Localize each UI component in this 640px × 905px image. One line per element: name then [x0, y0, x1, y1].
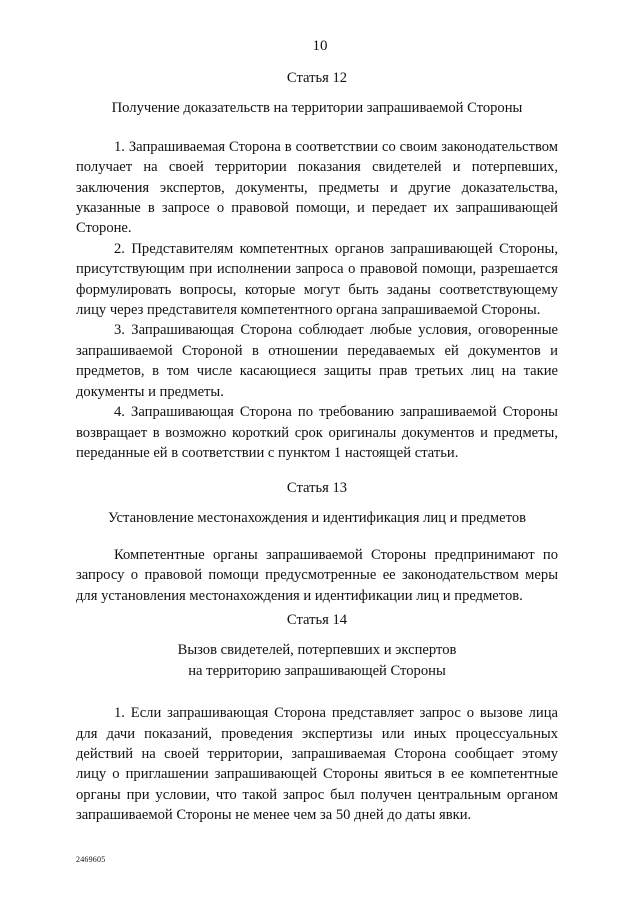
paragraph: 1. Если запрашивающая Сторона представляет запрос о вызове лица для дачи показаний, проведения экспертизы или иных процессуальных действий на своей территории, запрашиваемая Сторона сообщает этому лицу о приглашении запрашивающей Стороны явиться в ее компетентные органы при условии, что такой запрос был получен центральным органом запрашиваемой Стороны не менее чем за 50 дней до даты явки.	[76, 705, 558, 824]
article-heading: Вызов свидетелей, потерпевших и экспертов	[177, 642, 457, 659]
article-13	[76, 478, 558, 606]
article-14	[76, 610, 558, 826]
paragraph: Компетентные органы запрашиваемой Стороны предпринимают по запросу о правовой помощи предусмотренные ее законодательством меры для установления местонахождения и идентификации лиц и предметов.	[76, 546, 558, 604]
article-12	[76, 68, 558, 463]
article-body	[76, 137, 558, 464]
paragraph: 2. Представителям компетентных органов запрашивающей Стороны, присутствующим при исполнении запроса о правовой помощи, разрешается формулировать вопросы, которые могут быть заданы соответствующему лицу через представителя компетентного органа запрашиваемой Стороны.	[76, 240, 558, 319]
page-number: 10	[312, 38, 328, 54]
article-body	[76, 703, 558, 825]
paragraph: 3. Запрашивающая Сторона соблюдает любые условия, оговоренные запрашиваемой Стороной в отношении передаваемых ей документов и предметов, в том числе касающиеся защиты прав третьих лиц на такие документы и предметы.	[76, 322, 558, 400]
paragraph: 4. Запрашивающая Сторона по требованию запрашиваемой Стороны возвращает в возможно короткий срок оригиналы документов и предметы, переданные ей в соответствии с пунктом 1 настоящей статьи.	[76, 404, 558, 461]
article-title: Статья 12	[286, 70, 348, 86]
article-title: Статья 13	[286, 480, 348, 496]
document-code: 2469605	[76, 855, 106, 864]
article-heading: Получение доказательств на территории запрашиваемой Стороны	[111, 100, 523, 117]
article-heading: Установление местонахождения и идентификация лиц и предметов	[107, 510, 527, 527]
paragraph: 1. Запрашиваемая Сторона в соответствии со своим законодательством получает на своей территории показания свидетелей и потерпевших, заключения экспертов, документы, предметы и другие доказательства, указанные в запросе о правовой помощи, и передает их запрашивающей Стороне.	[76, 138, 558, 237]
article-title: Статья 14	[286, 612, 348, 628]
article-body	[76, 545, 558, 606]
article-heading: на территорию запрашивающей Стороны	[188, 662, 446, 679]
